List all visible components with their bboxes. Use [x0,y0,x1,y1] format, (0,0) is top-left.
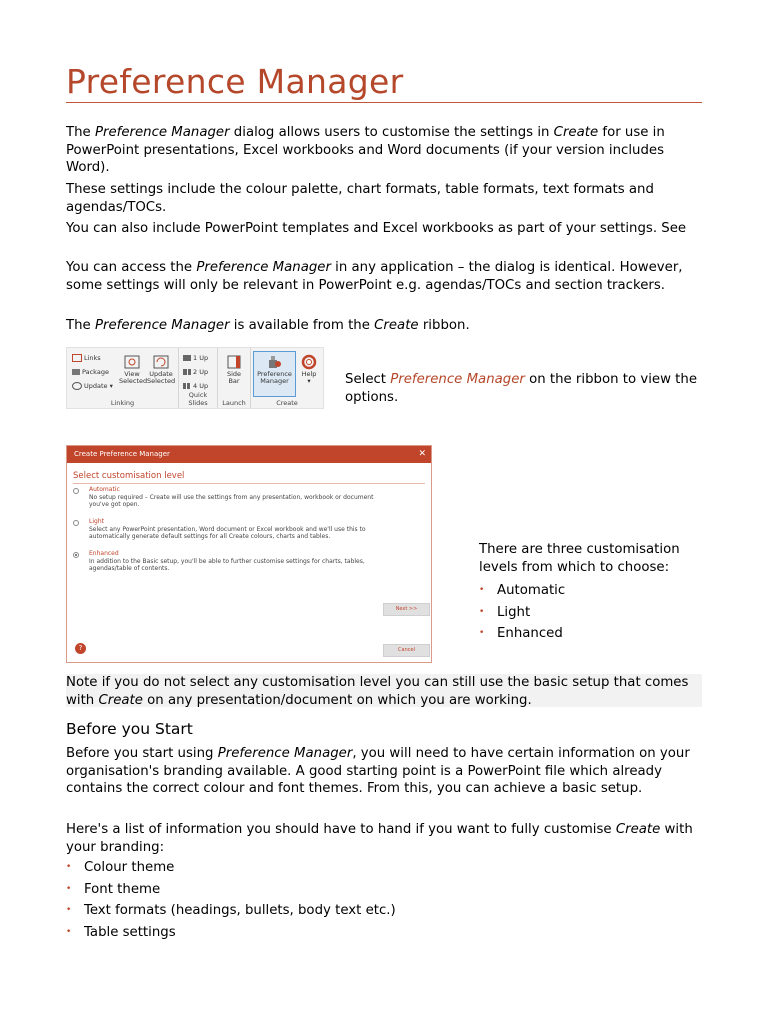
preference-manager-icon [266,354,284,370]
levels-list [479,580,702,645]
two-up-icon [183,369,191,375]
ribbon-group-linking [67,348,179,408]
ribbon-group-label-create: Create [276,399,298,407]
list-item: • Text formats (headings, bullets, body text etc.) [66,900,702,922]
ribbon-group-create [251,348,323,408]
title-rule [66,102,702,103]
option-light[interactable]: Light Select any PowerPoint presentation, Word document or Excel workbook and we'll use this to automatically generate default settings for all Create colours, charts and tables. [73,518,423,546]
ribbon-group-quick-slides [179,348,218,408]
intro-paragraph-5: The Preference Manager is available from the Create ribbon. [66,318,470,333]
refresh-icon [72,382,82,390]
update-selected-icon [152,354,170,370]
cancel-button[interactable]: Cancel [383,644,430,657]
list-item: • Enhanced [479,623,702,645]
list-item: • Font theme [66,879,702,901]
page-title: Preference Manager [66,62,404,101]
levels-text: There are three customisation levels from which to choose: [479,542,680,575]
list-item: • Automatic [479,580,702,602]
ribbon-group-label-quick-slides: Quick Slides [188,391,208,407]
list-item: • Light [479,602,702,624]
note-box [66,674,702,707]
ribbon-update-button[interactable]: Update ▾ [72,382,113,390]
dialog-heading: Select customisation level [73,471,185,481]
ribbon-2up-button[interactable]: 2 Up [183,368,208,376]
levels-panel [479,541,702,645]
intro-paragraph-1: The Preference Manager dialog allows users to customise the settings in Create for use in PowerPoint presentations, Excel workbooks and Word documents (if your version includes Word). [66,125,665,175]
list-item: • Table settings [66,922,702,944]
package-icon [72,369,80,375]
link-icon [72,354,82,362]
ribbon-package-button[interactable]: Package [72,368,109,376]
section-heading: Before you Start [66,720,193,738]
radio-automatic[interactable] [73,488,79,494]
next-button[interactable]: Next >> [383,603,430,616]
option-enhanced[interactable]: Enhanced In addition to the Basic setup, you'll be able to further customise settings for charts, tables, agendas/table of contents. [73,550,423,578]
side-bar-icon [226,354,242,370]
view-selected-icon [123,354,141,370]
ribbon-screenshot [66,347,324,409]
intro-paragraph-2: These settings include the colour palette, chart formats, table formats, text formats and agendas/TOCs. [66,182,654,215]
branding-list [66,857,702,943]
ribbon-preference-manager-button[interactable]: Preference Manager [254,354,295,385]
ribbon-4up-button[interactable]: 4 Up [183,382,208,390]
option-automatic[interactable]: Automatic No setup required – Create will use the settings from any presentation, workbook or document you've got open. [73,486,423,514]
section-paragraph-1: Before you start using Preference Manager, you will need to have certain information on your organisation's branding available. A good starting point is a PowerPoint file which already contains the correct colour and font themes. From this, you can achieve a basic setup. [66,746,690,796]
one-up-icon [183,355,191,361]
ribbon-group-label-linking: Linking [110,399,135,407]
lifebuoy-icon [301,354,317,370]
ribbon-1up-button[interactable]: 1 Up [183,354,208,362]
ribbon-help-button[interactable]: Help ▾ [297,354,321,385]
close-icon[interactable]: ✕ [418,449,426,459]
dialog-title: Create Preference Manager [74,450,170,458]
dialog-heading-rule [73,483,425,484]
ribbon-caption: Select Preference Manager on the ribbon to view the options. [345,372,697,405]
radio-light[interactable] [73,520,79,526]
ribbon-group-label-launch: Launch [222,399,246,407]
ribbon-update-selected-button[interactable]: Update Selected [147,354,175,385]
four-up-icon [183,383,191,389]
ribbon-group-launch [218,348,251,408]
intro-paragraph-3: You can also include PowerPoint templates and Excel workbooks as part of your settings. See [66,221,687,236]
ribbon-links-button[interactable]: Links [72,354,101,362]
ribbon-view-selected-button[interactable]: View Selected [119,354,145,385]
intro-paragraph-4: You can access the Preference Manager in any application – the dialog is identical. However, some settings will only be relevant in PowerPoint e.g. agendas/TOCs and section trackers. [66,260,683,293]
ribbon-side-bar-button[interactable]: Side Bar [221,354,247,385]
dialog-title-bar [67,446,431,463]
note-text: Note if you do not select any customisation level you can still use the basic setup that comes with Create on any presentation/document on which you are working. [66,675,689,708]
radio-enhanced[interactable] [73,552,79,558]
help-icon[interactable]: ? [75,643,86,654]
preference-manager-dialog [66,445,432,663]
list-item: • Colour theme [66,857,702,879]
section-paragraph-2: Here's a list of information you should have to hand if you want to fully customise Create with your branding: [66,822,693,855]
